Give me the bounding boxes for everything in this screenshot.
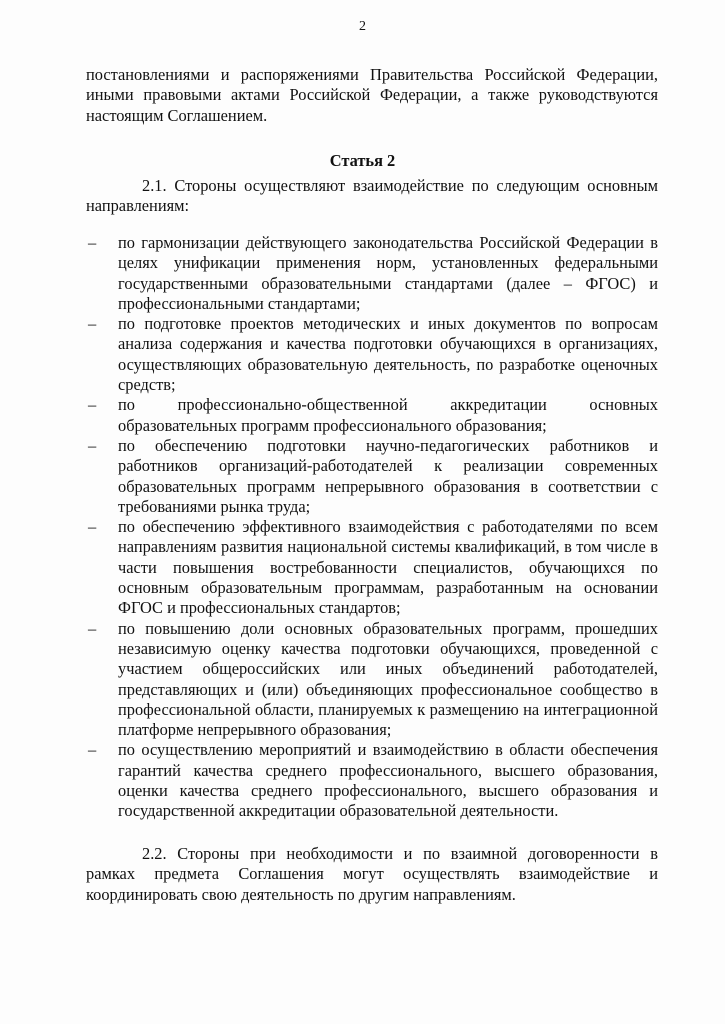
list-item [86,395,658,436]
list-dash: – [88,740,97,760]
intro-paragraph: постановлениями и распоряжениями Правительства Российской Федерации, иными правовыми актами Российской Федерации, а также руководствуются настоящим Соглашением. [86,65,658,125]
list-item [86,740,658,821]
article-heading: Статья 2 [329,151,396,170]
list-item-text: по осуществлению мероприятий и взаимодействию в области обеспечения гарантий качества среднего профессионального, высшего образования, оценки качества среднего профессионального, высшего образования и государственной аккредитации образовательной деятельности. [118,740,658,821]
list-dash: – [88,618,97,638]
list-item [86,619,658,741]
list-item-text: по обеспечению эффективного взаимодействия с работодателями по всем направлениям развития национальной системы квалификаций, в том числе в части повышения востребованности специалистов, обучающихся по основным образовательным программам, разработанным на основании ФГОС и профессиональных стандартов; [118,517,658,618]
list-dash: – [88,233,97,252]
list-item [86,517,658,618]
list-dash: – [88,517,97,537]
directions-list [86,233,658,822]
list-dash: – [88,395,97,415]
list-dash: – [88,314,97,334]
list-item-text: по профессионально-общественной аккредитации основных образовательных программ профессионального образования; [118,395,658,435]
list-item-text: по гармонизации действующего законодательства Российской Федерации в целях унификации применения норм, установленных федеральными государственными образовательными стандартами (далее – ФГОС) и профессиональными стандартами; [118,233,658,313]
page-number: 2 [359,19,366,34]
list-item-text: по обеспечению подготовки научно-педагогических работников и работников организаций-работодателей к реализации современных образовательных программ непрерывного образования в соответствии с требованиями рынка труда; [118,435,658,516]
paragraph-2-1: 2.1. Стороны осуществляют взаимодействие по следующим основным направлениям: [86,176,658,216]
list-item-text: по подготовке проектов методических и иных документов по вопросам анализа содержания и качества подготовки обучающихся в организациях, осуществляющих образовательную деятельность, по разработке оценочных средств; [118,314,658,395]
list-dash: – [88,435,97,455]
paragraph-2-2: 2.2. Стороны при необходимости и по взаимной договоренности в рамках предмета Соглашения могут осуществлять взаимодействие и координировать свою деятельность по другим направлениям. [86,844,658,904]
list-item-text: по повышению доли основных образовательных программ, прошедших независимую оценку качества подготовки обучающихся, проведенной с участием общероссийских или иных объединений работодателей, представляющих и (или) объединяющих профессиональное сообщество в профессиональной области, планируемых к размещению на интеграционной платформе непрерывного образования; [118,618,658,740]
list-item [86,314,658,395]
list-item [86,233,658,314]
list-item [86,436,658,517]
